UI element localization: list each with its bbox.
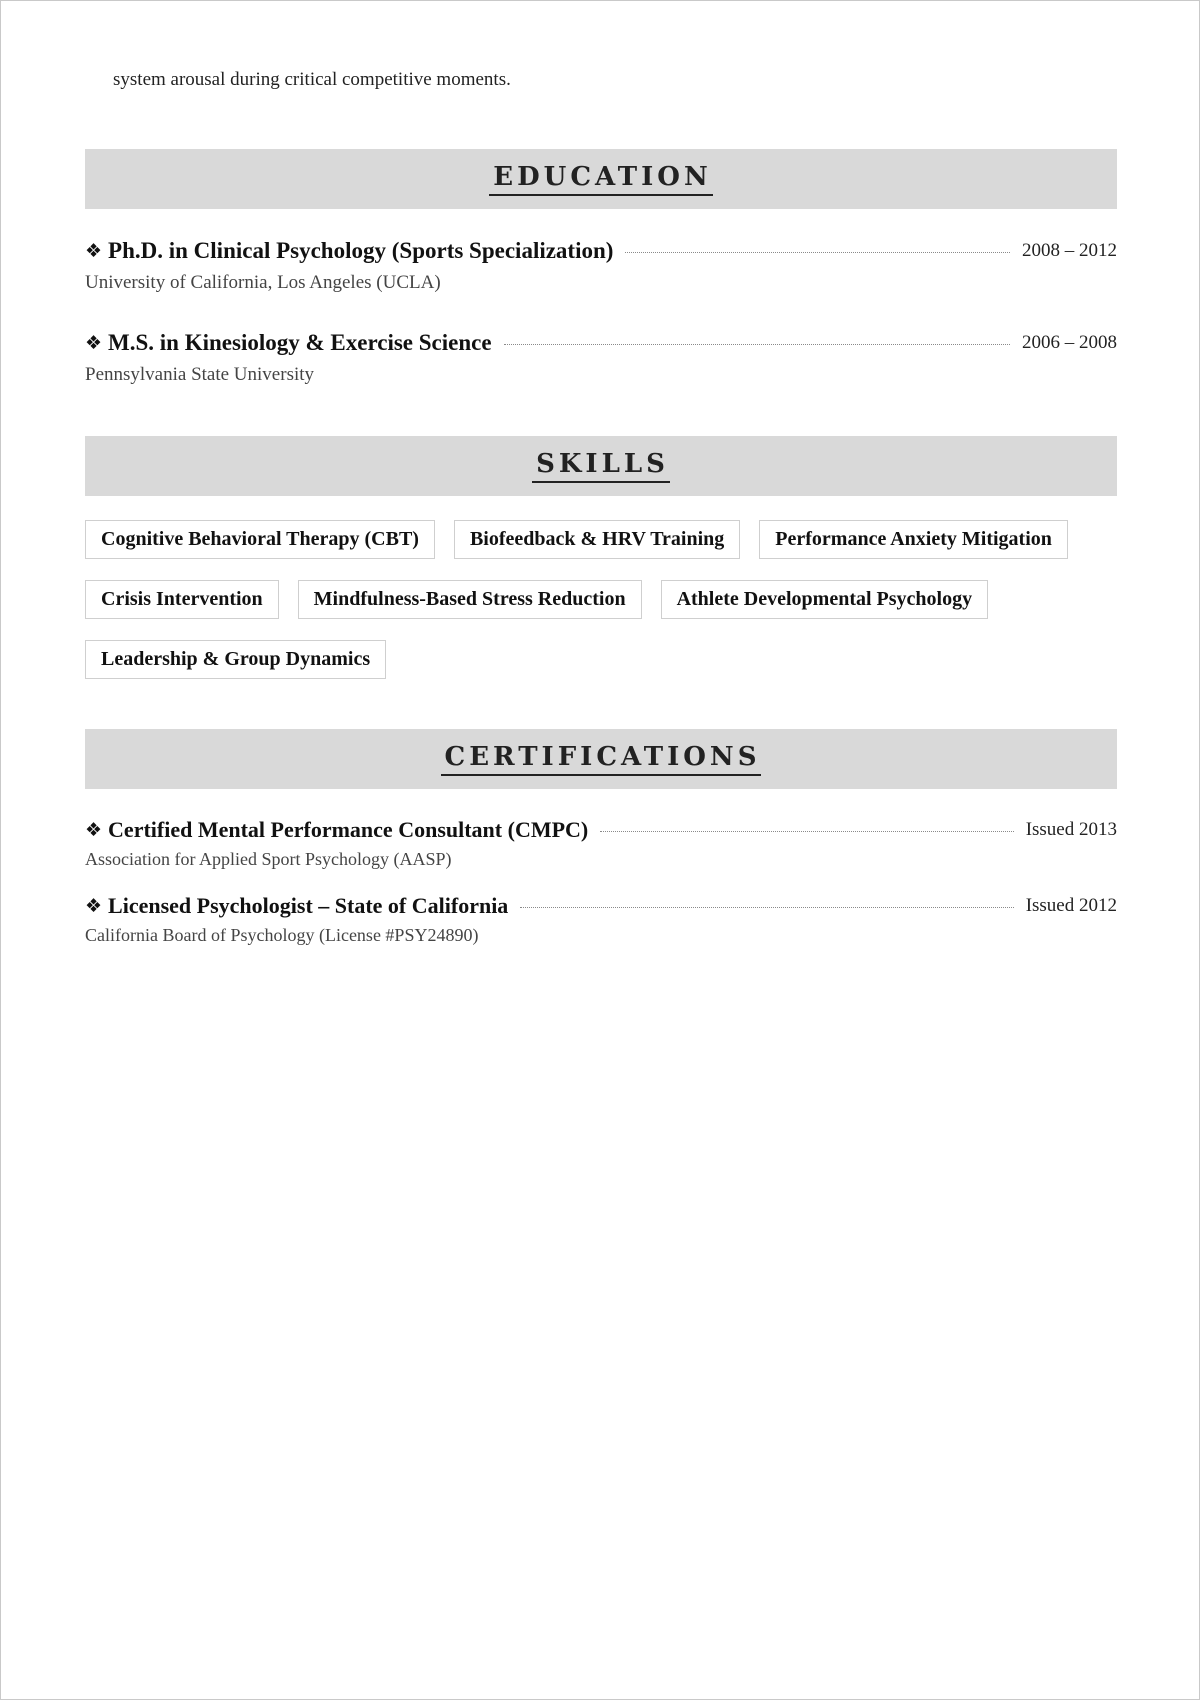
skill-chip: Athlete Developmental Psychology bbox=[661, 580, 989, 619]
skills-row bbox=[85, 520, 1117, 562]
certification-issuer: Association for Applied Sport Psychology (AASP) bbox=[85, 849, 452, 869]
education-section-title: EDUCATION bbox=[489, 162, 712, 196]
school-name: University of California, Los Angeles (UCLA) bbox=[85, 272, 441, 293]
degree-dates: 2006 – 2008 bbox=[1022, 332, 1117, 353]
certifications-section-header bbox=[85, 729, 1117, 789]
education-section-header bbox=[85, 149, 1117, 209]
certification-entry bbox=[85, 891, 1117, 946]
degree-title bbox=[85, 238, 613, 264]
certification-name: Licensed Psychologist – State of California bbox=[108, 893, 509, 918]
dotted-leader bbox=[504, 344, 1010, 345]
certification-title bbox=[85, 817, 588, 843]
certification-entry-header bbox=[85, 815, 1117, 845]
skill-chip: Performance Anxiety Mitigation bbox=[759, 520, 1068, 559]
skill-chip: Cognitive Behavioral Therapy (CBT) bbox=[85, 520, 435, 559]
skills-list bbox=[85, 520, 1117, 700]
education-entry-header bbox=[85, 328, 1117, 358]
dotted-leader bbox=[625, 252, 1010, 253]
skill-chip: Biofeedback & HRV Training bbox=[454, 520, 740, 559]
degree-dates: 2008 – 2012 bbox=[1022, 240, 1117, 261]
skills-row bbox=[85, 580, 1117, 622]
certifications-section-title: CERTIFICATIONS bbox=[441, 742, 762, 776]
diamond-bullet-icon: ❖ bbox=[85, 895, 103, 917]
dotted-leader bbox=[520, 907, 1013, 908]
certification-entry-header bbox=[85, 891, 1117, 921]
skill-chip: Leadership & Group Dynamics bbox=[85, 640, 386, 679]
education-entry bbox=[85, 328, 1117, 386]
experience-continued-text: system arousal during critical competitive moments. bbox=[113, 69, 511, 90]
skill-chip: Crisis Intervention bbox=[85, 580, 279, 619]
certification-name: Certified Mental Performance Consultant (CMPC) bbox=[108, 817, 589, 842]
degree-name: M.S. in Kinesiology & Exercise Science bbox=[108, 330, 492, 355]
degree-name: Ph.D. in Clinical Psychology (Sports Specialization) bbox=[108, 238, 614, 263]
school-name: Pennsylvania State University bbox=[85, 364, 315, 385]
diamond-bullet-icon: ❖ bbox=[85, 240, 103, 262]
certification-entry bbox=[85, 815, 1117, 870]
diamond-bullet-icon: ❖ bbox=[85, 819, 103, 841]
skills-section-header bbox=[85, 436, 1117, 496]
degree-title bbox=[85, 330, 492, 356]
dotted-leader bbox=[600, 831, 1013, 832]
education-entry-header bbox=[85, 236, 1117, 266]
education-entry bbox=[85, 236, 1117, 294]
certification-issued: Issued 2012 bbox=[1025, 895, 1117, 916]
diamond-bullet-icon: ❖ bbox=[85, 332, 103, 354]
certification-title bbox=[85, 893, 508, 919]
certification-issuer: California Board of Psychology (License #PSY24890) bbox=[85, 925, 479, 945]
skills-section-title: SKILLS bbox=[532, 449, 670, 483]
certification-issued: Issued 2013 bbox=[1025, 819, 1117, 840]
skill-chip: Mindfulness-Based Stress Reduction bbox=[298, 580, 642, 619]
skills-row bbox=[85, 640, 1117, 682]
